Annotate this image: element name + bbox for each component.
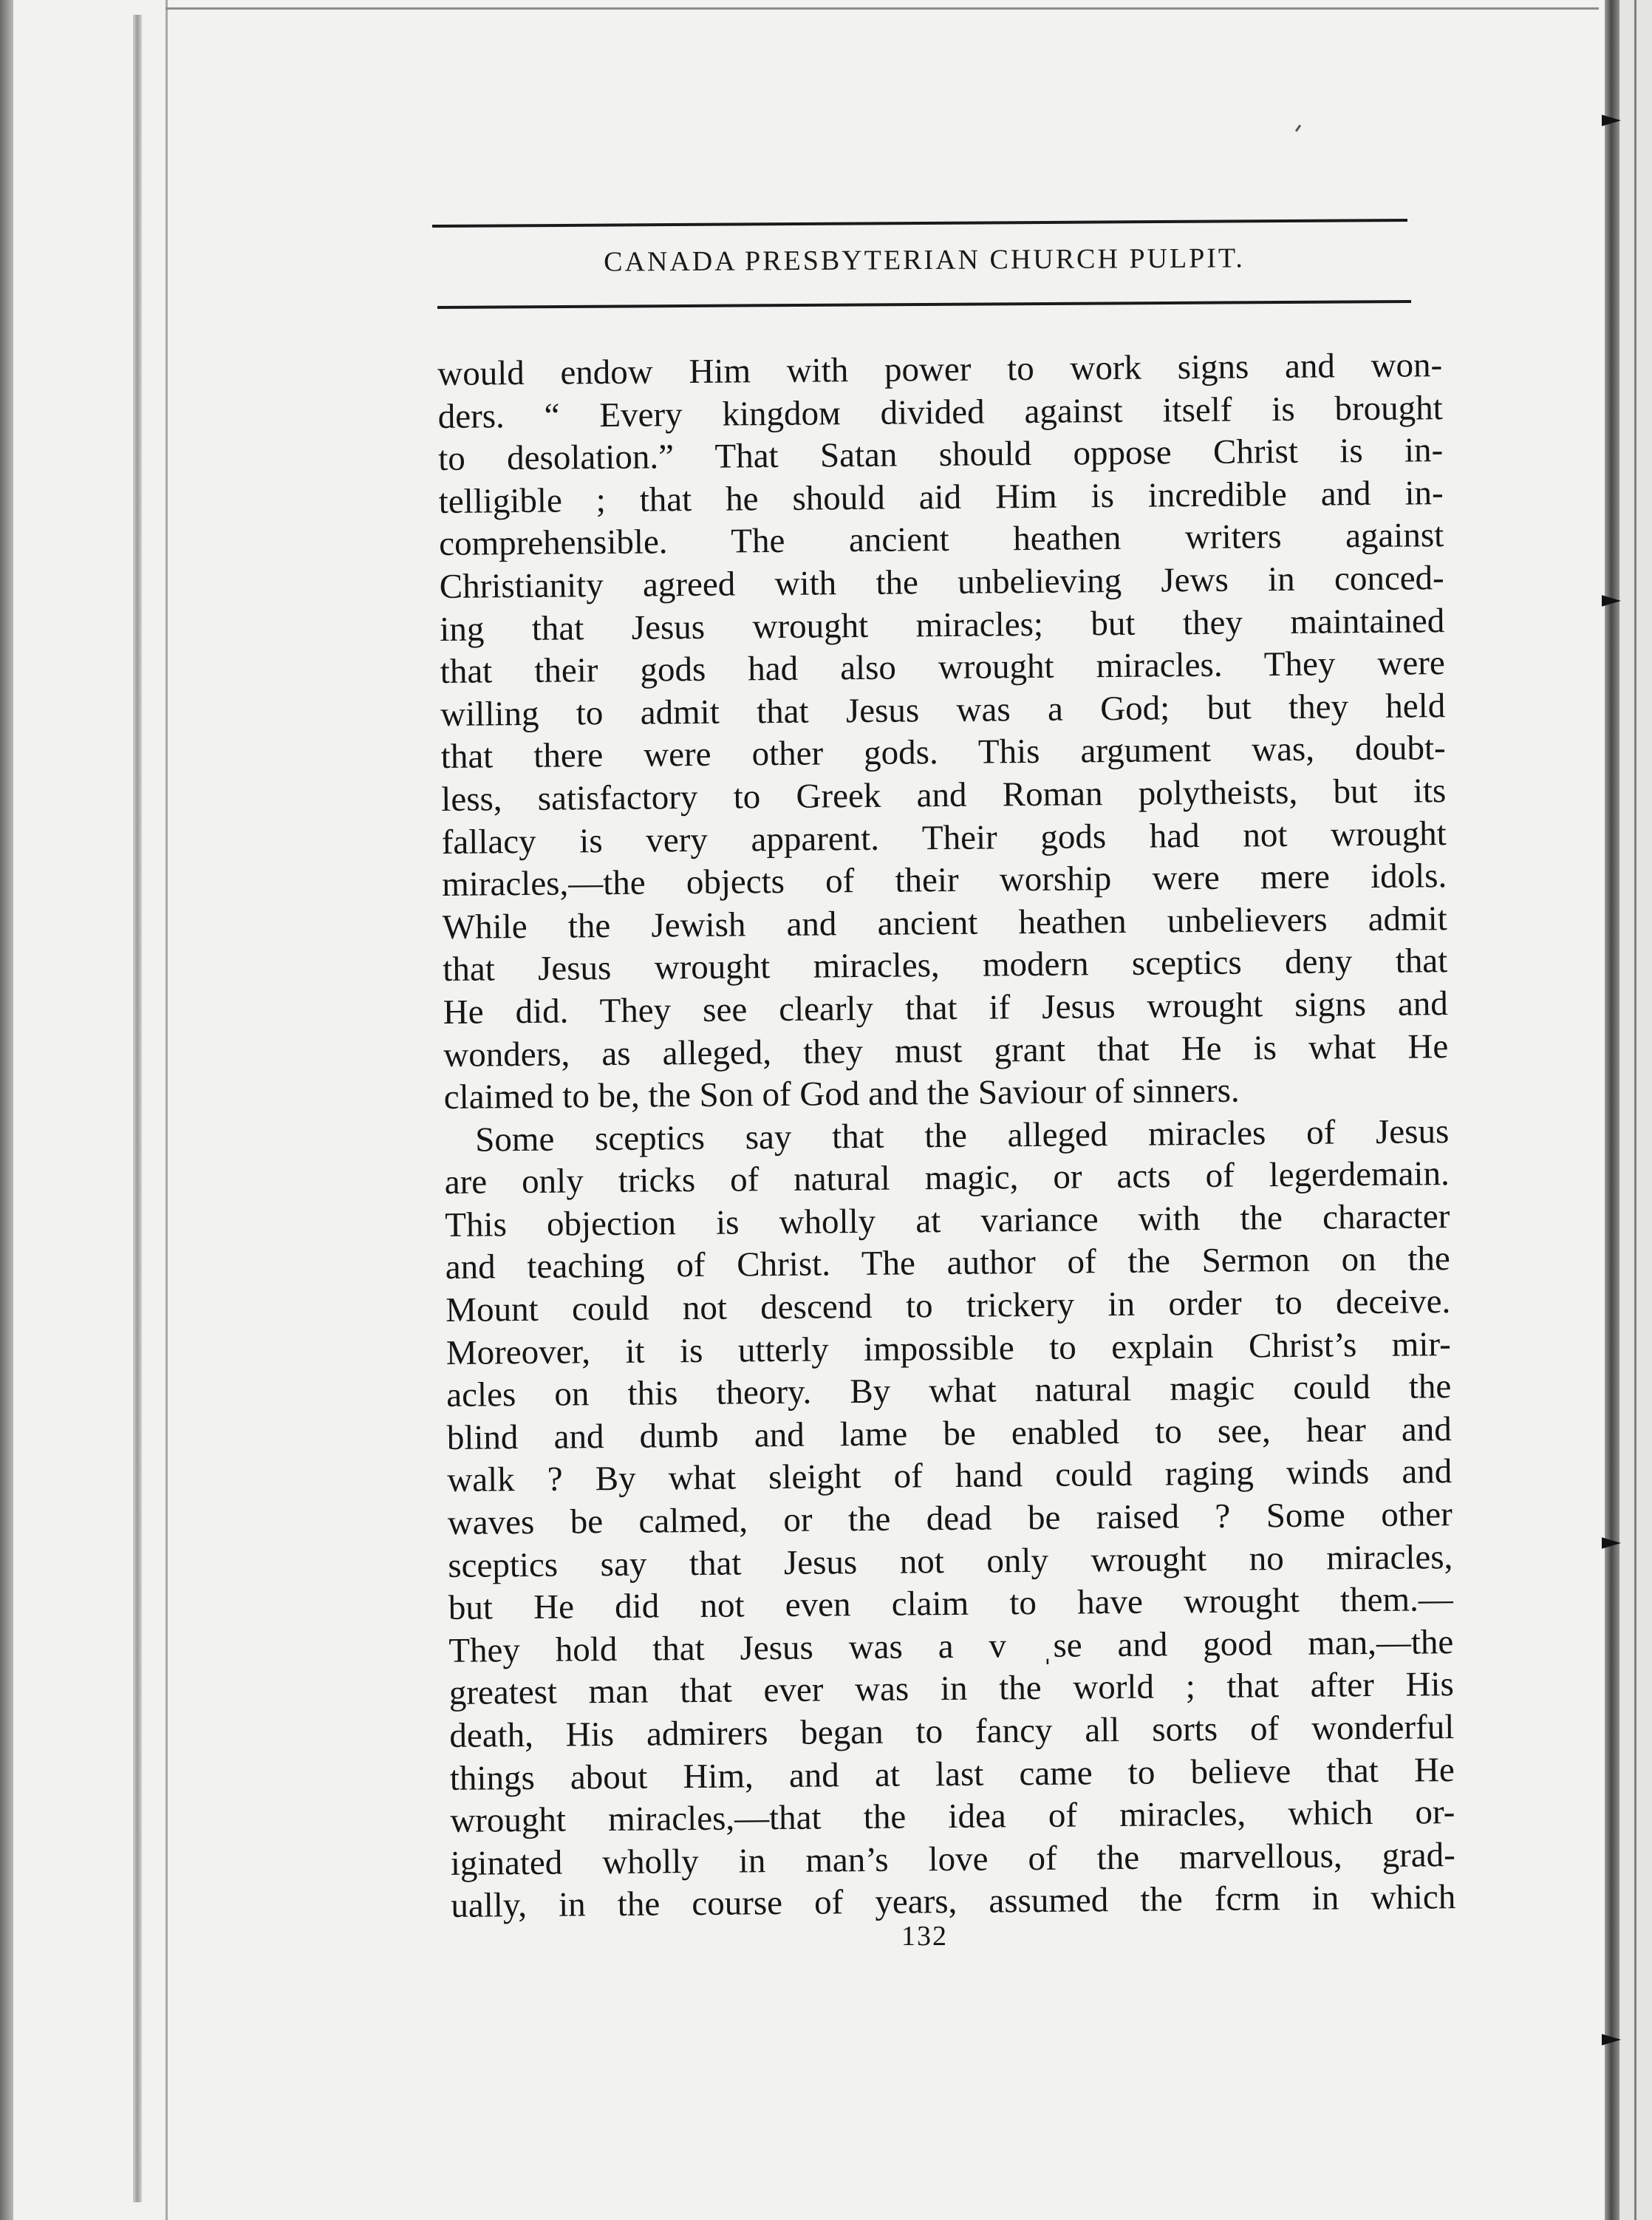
text-line: that their gods had also wrought miracles. They were [440, 644, 1445, 692]
text-line: Christianity agreed with the unbelieving Jews in conced- [439, 559, 1444, 606]
text-line: less, satisfactory to Greek and Roman polytheists, but its [441, 772, 1447, 819]
text-line: claimed to be, the Son of God and the Saviour of sinners. [443, 1071, 1240, 1117]
text-line: This objection is wholly at variance with the character [445, 1196, 1450, 1245]
text-line: willing to admit that Jesus was a God; but they held [440, 686, 1446, 734]
text-line: but He did not even claim to have wrought them.— [448, 1580, 1453, 1628]
text-line: things about Him, and at last came to believe that He [449, 1750, 1455, 1798]
page-edge-right [1605, 0, 1619, 2220]
text-line: ually, in the course of years, assumed the fcrm in which [451, 1878, 1456, 1926]
running-head: CANADA PRESBYTERIAN CHURCH PULPIT. [604, 242, 1245, 278]
text-line: waves be calmed, or the dead be raised ? Some other [447, 1495, 1453, 1542]
text-line: that Jesus wrought miracles, modern sceptics deny that [443, 942, 1448, 990]
text-line: fallacy is very apparent. Their gods had not wrought [441, 814, 1447, 862]
text-line: Mount could not descend to trickery in order to deceive. [446, 1282, 1451, 1330]
text-line: wonders, as alleged, they must grant that He is what He [443, 1026, 1449, 1075]
text-line: blind and dumb and lame be enabled to see, hear and [446, 1409, 1452, 1457]
text-line: wrought miracles,––that the idea of miracles, which or- [450, 1793, 1455, 1841]
page-number: 132 [901, 1921, 948, 1952]
text-line: They hold that Jesus was a v ˌse and good man,—the [448, 1622, 1454, 1670]
text-line: ing that Jesus wrought miracles; but they maintained [440, 601, 1445, 649]
text-line: comprehensible. The ancient heathen writers against [439, 516, 1444, 564]
text-line: ders. “ Every kingdoᴍ divided against itself is brought [437, 388, 1443, 436]
text-line: telligible ; that he should aid Him is incredible and in- [438, 473, 1444, 521]
scan-margin-line [1634, 0, 1636, 2220]
text-line: to desolation.” That Satan should oppose Christ is in- [438, 431, 1444, 479]
text-line: Some sceptics say that the alleged miracles of Jesus [475, 1111, 1450, 1160]
text-line: greatest man that ever was in the world ; that after His [448, 1665, 1454, 1713]
text-line: and teaching of Christ. The author of the Sermon on the [445, 1239, 1450, 1287]
text-line: While the Jewish and ancient heathen unbelievers admit [442, 899, 1447, 947]
text-line: sceptics say that Jesus not only wrought no miracles, [448, 1537, 1453, 1585]
binding-fold [133, 15, 142, 2202]
text-line: iginated wholly in man’s love of the marvellous, grad- [450, 1835, 1456, 1883]
text-line: miracles,—the objects of their worship were mere idols. [442, 857, 1447, 905]
text-line: would endow Him with poᴡer to work signs and won- [437, 346, 1443, 393]
text-line: death, His admirers began to fancy all sorts of wonderful [449, 1708, 1455, 1755]
page-edge-top [165, 7, 1599, 10]
body-text [437, 344, 1456, 1928]
page-edge-left [165, 0, 168, 2220]
text-line: He did. They see clearly that if Jesus wrought signs and [443, 984, 1448, 1032]
text-line: Moreover, it is utterly impossible to explain Christ’s mir- [446, 1324, 1451, 1372]
text-line: walk ? By what sleight of hand could raging winds and [447, 1452, 1453, 1500]
text-line: acles on this theory. By what natural magic could the [446, 1367, 1452, 1415]
text-line: that there were other gods. This argument was, doubt- [440, 729, 1446, 777]
binding-shadow [0, 0, 13, 2220]
text-line: are only tricks of natural magic, or acts of legerdemain. [444, 1154, 1450, 1202]
